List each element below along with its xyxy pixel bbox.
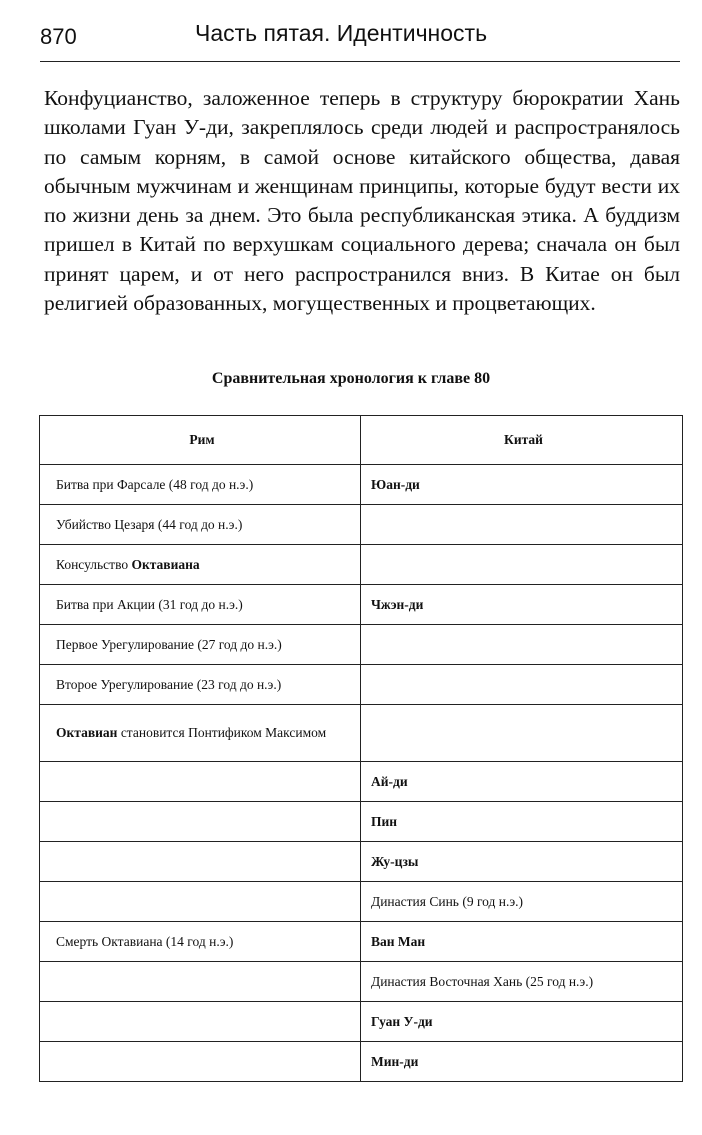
rome-cell: [40, 962, 361, 1002]
rome-text: Консульство: [56, 556, 132, 572]
china-cell: Династия Синь (9 год н.э.): [361, 882, 683, 922]
table-caption: Сравнительная хронология к главе 80: [211, 370, 491, 387]
column-header-rome: Рим: [40, 416, 361, 465]
rome-cell: Битва при Акции (31 год до н.э.): [40, 585, 361, 625]
table-row: [40, 1002, 683, 1042]
rome-cell: Битва при Фарсале (48 год до н.э.): [40, 465, 361, 505]
table-row: [40, 962, 683, 1002]
table-row: [40, 625, 683, 665]
chronology-table: [39, 415, 683, 1082]
rome-cell: [40, 842, 361, 882]
china-cell: Ай-ди: [361, 762, 683, 802]
china-cell: Ван Ман: [361, 922, 683, 962]
table-row: [40, 922, 683, 962]
rome-cell: Смерть Октавиана (14 год н.э.): [40, 922, 361, 962]
china-cell: Юан-ди: [361, 465, 683, 505]
header-rule: [40, 61, 680, 62]
body-paragraph: Конфуцианство, заложенное теперь в структуру бюрократии Хань школами Гуан У-ди, закреплялось среди людей и распространялось по самым корням, в самой основе китайского общества, давая обычным мужчинам и женщинам принципы, которые будут вести их по жизни день за днем. Это была республиканская этика. А буддизм пришел в Китай по верхушкам социального дерева; сначала он был принят царем, и от него распространился вниз. В Китае он был религией образованных, могущественных и процветающих.: [44, 86, 680, 316]
table-header-row: [40, 416, 683, 465]
table-row: [40, 465, 683, 505]
rome-bold-name: Октавиан: [56, 725, 118, 740]
table-row: [40, 882, 683, 922]
china-cell: [361, 625, 683, 665]
china-cell: Пин: [361, 802, 683, 842]
rome-cell: Убийство Цезаря (44 год до н.э.): [40, 505, 361, 545]
rome-cell: [40, 705, 361, 762]
rome-cell: [40, 1002, 361, 1042]
rome-bold-name: Октавиана: [131, 556, 200, 572]
rome-cell: [40, 882, 361, 922]
rome-cell: [40, 545, 361, 585]
page-number: 870: [40, 24, 77, 49]
china-cell: Чжэн-ди: [361, 585, 683, 625]
china-cell: Мин-ди: [361, 1042, 683, 1082]
rome-cell: [40, 1042, 361, 1082]
table-row: [40, 802, 683, 842]
china-cell: [361, 545, 683, 585]
table-row: [40, 1042, 683, 1082]
column-header-china: Китай: [361, 416, 683, 465]
table-row: [40, 505, 683, 545]
table-row: [40, 545, 683, 585]
page-header: [40, 16, 680, 62]
table-row: [40, 585, 683, 625]
china-cell: Династия Восточная Хань (25 год н.э.): [361, 962, 683, 1002]
rome-cell: Второе Урегулирование (23 год до н.э.): [40, 665, 361, 705]
table-row: [40, 665, 683, 705]
rome-text: становится Понтификом Максимом: [117, 725, 327, 740]
rome-cell: [40, 802, 361, 842]
running-title: Часть пятая. Идентичность: [195, 20, 488, 46]
table-row: [40, 705, 683, 762]
china-cell: Жу-цзы: [361, 842, 683, 882]
table-row: [40, 762, 683, 802]
china-cell: Гуан У-ди: [361, 1002, 683, 1042]
rome-cell: [40, 762, 361, 802]
china-cell: [361, 705, 683, 762]
table-row: [40, 842, 683, 882]
china-cell: [361, 665, 683, 705]
rome-cell: Первое Урегулирование (27 год до н.э.): [40, 625, 361, 665]
china-cell: [361, 505, 683, 545]
